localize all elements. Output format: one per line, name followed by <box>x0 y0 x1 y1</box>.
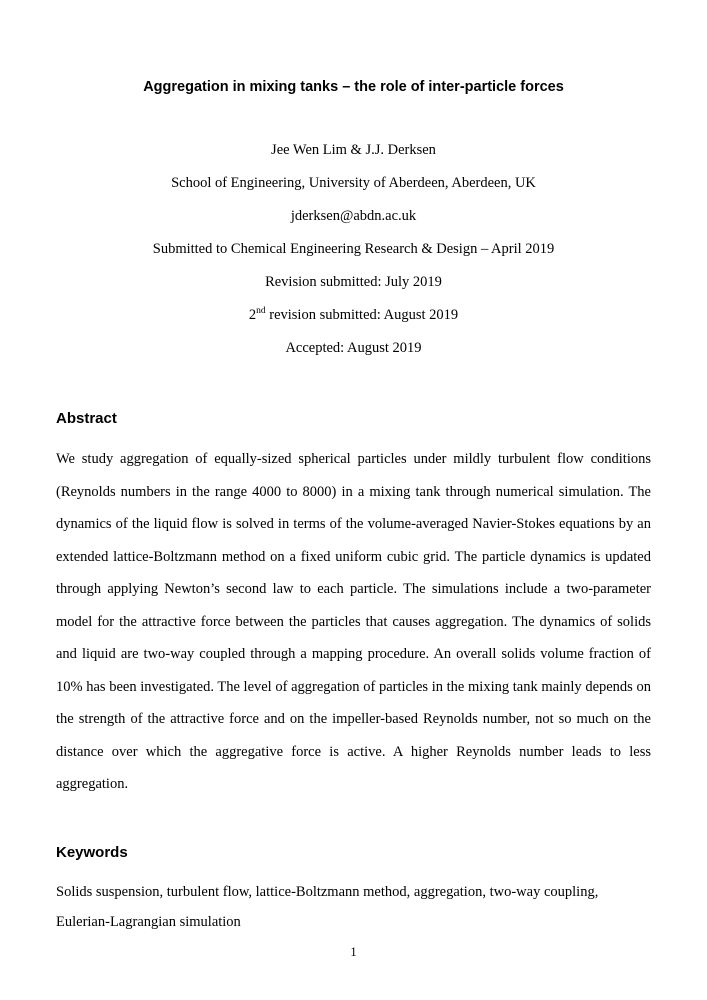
submission-line: Submitted to Chemical Engineering Research & Design – April 2019 <box>152 241 555 257</box>
email-line: jderksen@abdn.ac.uk <box>290 208 417 224</box>
page-number: 1 <box>350 945 357 959</box>
second-revision-line <box>56 299 651 332</box>
second-revision-rest: revision submitted: August 2019 <box>265 307 459 323</box>
abstract-heading: Abstract <box>56 410 117 427</box>
authors-line: Jee Wen Lim & J.J. Derksen <box>271 142 436 158</box>
accepted-line: Accepted: August 2019 <box>285 340 422 356</box>
second-revision-superscript: nd <box>256 306 266 317</box>
keywords-heading: Keywords <box>56 843 128 861</box>
affiliation-line: School of Engineering, University of Aberdeen, Aberdeen, UK <box>171 175 536 191</box>
front-matter <box>56 134 651 365</box>
revision-line: Revision submitted: July 2019 <box>265 274 442 290</box>
paper-title: Aggregation in mixing tanks – the role of inter-particle forces <box>143 79 564 95</box>
second-revision-base: 2 <box>248 307 257 323</box>
keywords-text: Solids suspension, turbulent flow, lattice-Boltzmann method, aggregation, two-way coupling, Eulerian-Lagrangian simulation <box>56 883 599 930</box>
abstract-text: We study aggregation of equally-sized spherical particles under mildly turbulent flow conditions (Reynolds numbers in the range 4000 to 8000) in a mixing tank through numerical simulation. The dynamics of the liquid flow is solved in terms of the volume-averaged Navier-Stokes equations by an extended lattice-Boltzmann method on a fixed uniform cubic grid. The particle dynamics is updated through applying Newton’s second law to each particle. The simulations include a two-parameter model for the attractive force between the particles that causes aggregation. The dynamics of solids and liquid are two-way coupled through a mapping procedure. An overall solids volume fraction of 10% has been investigated. The level of aggregation of particles in the mixing tank mainly depends on the strength of the attractive force and on the impeller-based Reynolds number, not so much on the distance over which the aggregative force is active. A higher Reynolds number leads to less aggregation. <box>56 451 651 792</box>
